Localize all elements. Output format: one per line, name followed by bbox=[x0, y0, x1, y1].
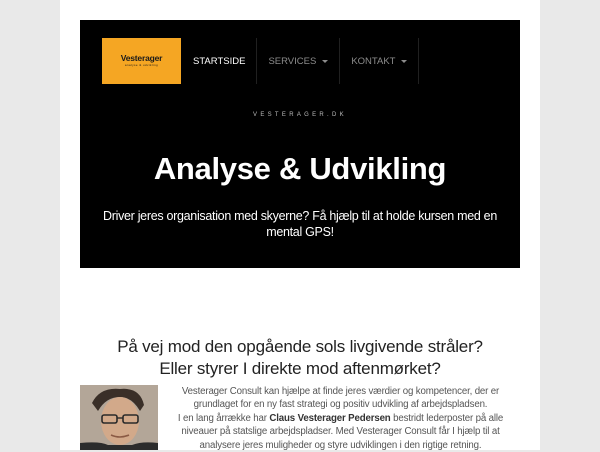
nav-label: STARTSIDE bbox=[193, 55, 246, 67]
chevron-down-icon bbox=[322, 60, 328, 63]
profile-photo bbox=[80, 385, 158, 450]
page-container bbox=[60, 0, 540, 450]
intro-text bbox=[160, 385, 521, 452]
site-url: VESTERAGER.DK bbox=[253, 112, 347, 118]
nav-item-services[interactable] bbox=[257, 38, 340, 84]
nav-item-kontakt[interactable] bbox=[340, 38, 419, 84]
intro-paragraph-2-start: I en lang årrække har bbox=[177, 412, 267, 424]
nav-label: SERVICES bbox=[268, 55, 317, 67]
nav-label: KONTAKT bbox=[351, 55, 396, 67]
chevron-down-icon bbox=[401, 60, 407, 63]
logo-tagline: analyse & udvikling bbox=[124, 63, 159, 67]
intro-paragraph-1: Vesterager Consult kan hjælpe at finde jeres værdier og kompetencer, der er grundlaget for en ny fast strategi og positiv udvikling af arbejdspladsen. bbox=[181, 386, 500, 411]
section-heading-line2: Eller styrer I direkte mod aftenmørket? bbox=[159, 359, 441, 378]
hero-banner bbox=[80, 20, 520, 268]
page-title: Analyse & Udvikling bbox=[153, 151, 447, 186]
hero-subtitle: Driver jeres organisation med skyerne? Få hjælp til at holde kursen med en mental GPS! bbox=[103, 209, 497, 239]
person-name: Claus Vesterager Pedersen bbox=[269, 412, 391, 424]
intro-paragraph-2-end: bestridt lederposter på alle niveauer på statslige arbejdspladser. Med Vesterager Consult får I hjælp til at analysere jeres muligheder og styre udviklingen i den rigtige retning. bbox=[181, 412, 504, 451]
logo-name: Vesterager bbox=[120, 53, 163, 63]
main-nav bbox=[182, 38, 419, 84]
section-heading bbox=[80, 336, 520, 380]
nav-item-startside[interactable] bbox=[182, 38, 257, 84]
site-logo[interactable] bbox=[102, 38, 181, 84]
section-heading-line1: På vej mod den opgående sols livgivende stråler? bbox=[117, 337, 483, 356]
